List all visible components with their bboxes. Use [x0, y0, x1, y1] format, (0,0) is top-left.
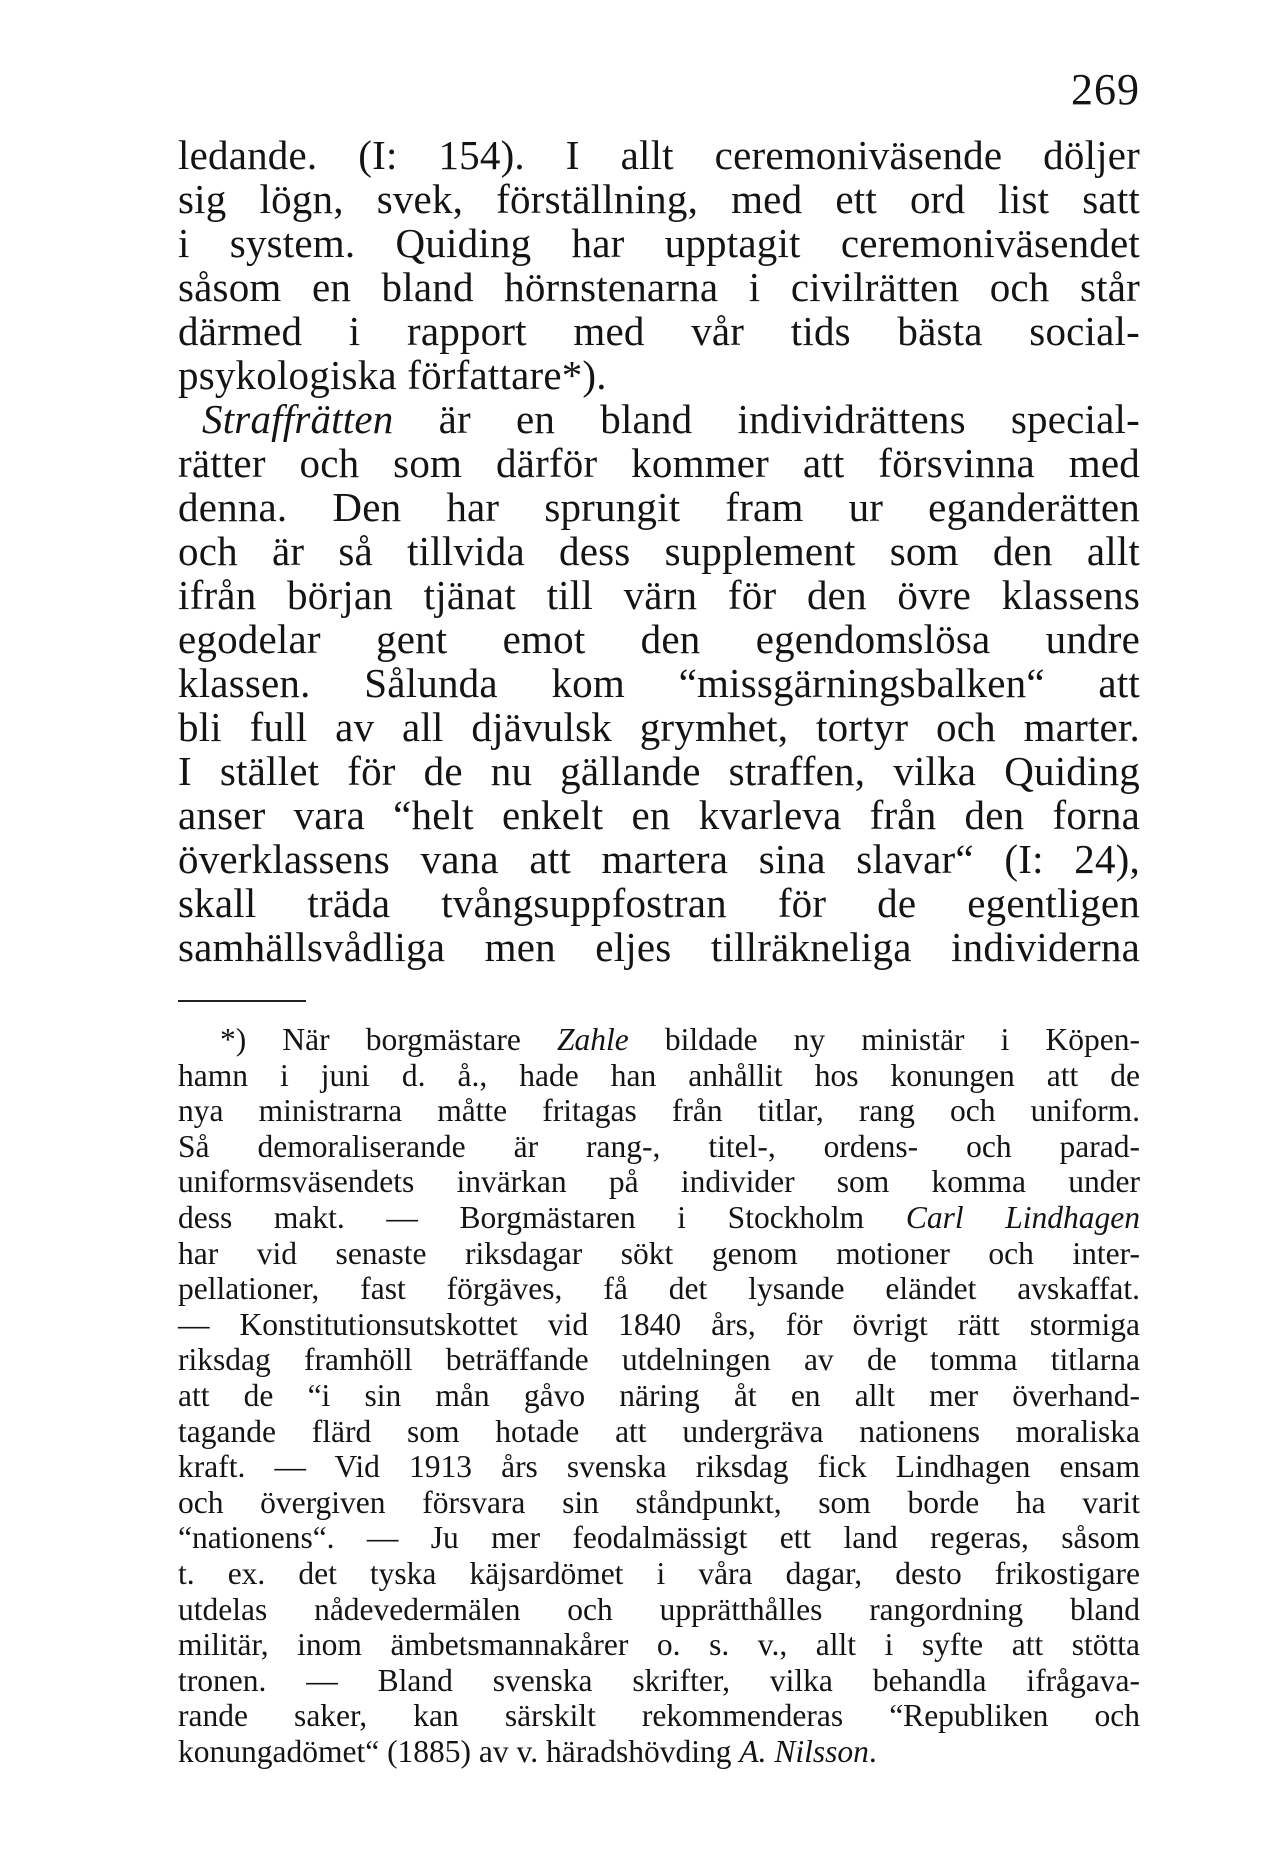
text-line: klassen. Sålunda kom “missgärningsbalken“ att [178, 660, 1140, 706]
text-line: egodelar gent emot den egendomslösa undre [178, 616, 1140, 662]
text-line: överklassens vana att martera sina slavar“ (I: 24), [178, 836, 1140, 882]
text-line: sig lögn, svek, förställning, med ett ord list satt [178, 176, 1140, 222]
footnote-line: och övergiven försvara sin ståndpunkt, som borde ha varit [178, 1484, 1140, 1520]
text-line: anser vara “helt enkelt en kvarleva från den forna [178, 792, 1140, 838]
text-line: ifrån början tjänat till värn för den övre klassens [178, 572, 1140, 618]
footnote-line: rande saker, kan särskilt rekommenderas “Republiken och [178, 1698, 1140, 1734]
footnote-line: militär, inom ämbetsmannakårer o. s. v., allt i syfte att stötta [178, 1627, 1140, 1663]
text-line: såsom en bland hörnstenarna i civilrätten och står [178, 264, 1140, 310]
text-line: Straffrätten är en bland individrättens special- [202, 396, 1140, 442]
text-line: och är så tillvida dess supplement som den allt [178, 528, 1140, 574]
italic-term: Straffrätten [202, 396, 394, 442]
text-line: bli full av all djävulsk grymhet, tortyr och marter. [178, 704, 1140, 750]
footnote-line: konungadömet“ (1885) av v. häradshövding A. Nilsson. [178, 1733, 877, 1769]
footnote-line: har vid senaste riksdagar sökt genom motioner och inter- [178, 1235, 1140, 1271]
footnote-divider [178, 1000, 306, 1002]
italic-name: Carl Lindhagen [905, 1199, 1140, 1235]
footnote-line: — Konstitutionsutskottet vid 1840 års, för övrigt rätt stormiga [178, 1306, 1140, 1342]
footnote-line: tronen. — Bland svenska skrifter, vilka behandla ifrågava- [178, 1662, 1140, 1698]
text-line: därmed i rapport med vår tids bästa social- [178, 308, 1140, 354]
text-line: denna. Den har sprungit fram ur eganderätten [178, 484, 1140, 530]
page-number: 269 [1071, 65, 1140, 114]
footnote [178, 1022, 1140, 1769]
footnote-line: Så demoraliserande är rang-, titel-, ordens- och parad- [178, 1128, 1140, 1164]
text-line: ledande. (I: 154). I allt ceremoniväsende döljer [178, 132, 1140, 178]
footnote-line: riksdag framhöll beträffande utdelningen av de tomma titlarna [178, 1342, 1140, 1378]
text-line: i system. Quiding har upptagit ceremoniväsendet [178, 220, 1140, 266]
text-line: I stället för de nu gällande straffen, vilka Quiding [178, 748, 1140, 794]
text-line: samhällsvådliga men eljes tillräkneliga individerna [178, 924, 1140, 970]
text-line: psykologiska författare*). [178, 352, 607, 398]
footnote-line: “nationens“. — Ju mer feodalmässigt ett land regeras, såsom [178, 1520, 1140, 1556]
italic-name: A. Nilsson [739, 1733, 869, 1769]
italic-name: Zahle [556, 1022, 629, 1057]
footnote-line: pellationer, fast förgäves, få det lysande eländet avskaffat. [178, 1271, 1140, 1307]
footnote-line: utdelas nådevedermälen och upprätthålles rangordning bland [178, 1591, 1140, 1627]
main-text [178, 133, 1140, 969]
footnote-line: *) När borgmästare Zahle bildade ny ministär i Köpen- [220, 1022, 1140, 1057]
text-line: skall träda tvångsuppfostran för de egentligen [178, 880, 1140, 926]
footnote-line: uniformsväsendets invärkan på individer som komma under [178, 1164, 1140, 1200]
footnote-line: dess makt. — Borgmästaren i Stockholm Carl Lindhagen [178, 1199, 1140, 1235]
footnote-line: att de “i sin mån gåvo näring åt en allt mer överhand- [178, 1377, 1140, 1413]
footnote-line: tagande flärd som hotade att undergräva nationens moraliska [178, 1413, 1140, 1449]
footnote-line: hamn i juni d. å., hade han anhållit hos konungen att de [178, 1057, 1140, 1093]
text-line: rätter och som därför kommer att försvinna med [178, 440, 1140, 486]
footnote-line: kraft. — Vid 1913 års svenska riksdag fick Lindhagen ensam [178, 1449, 1140, 1485]
footnote-line: nya ministrarna måtte fritagas från titlar, rang och uniform. [178, 1093, 1140, 1129]
footnote-line: t. ex. det tyska käjsardömet i våra dagar, desto frikostigare [178, 1555, 1140, 1591]
